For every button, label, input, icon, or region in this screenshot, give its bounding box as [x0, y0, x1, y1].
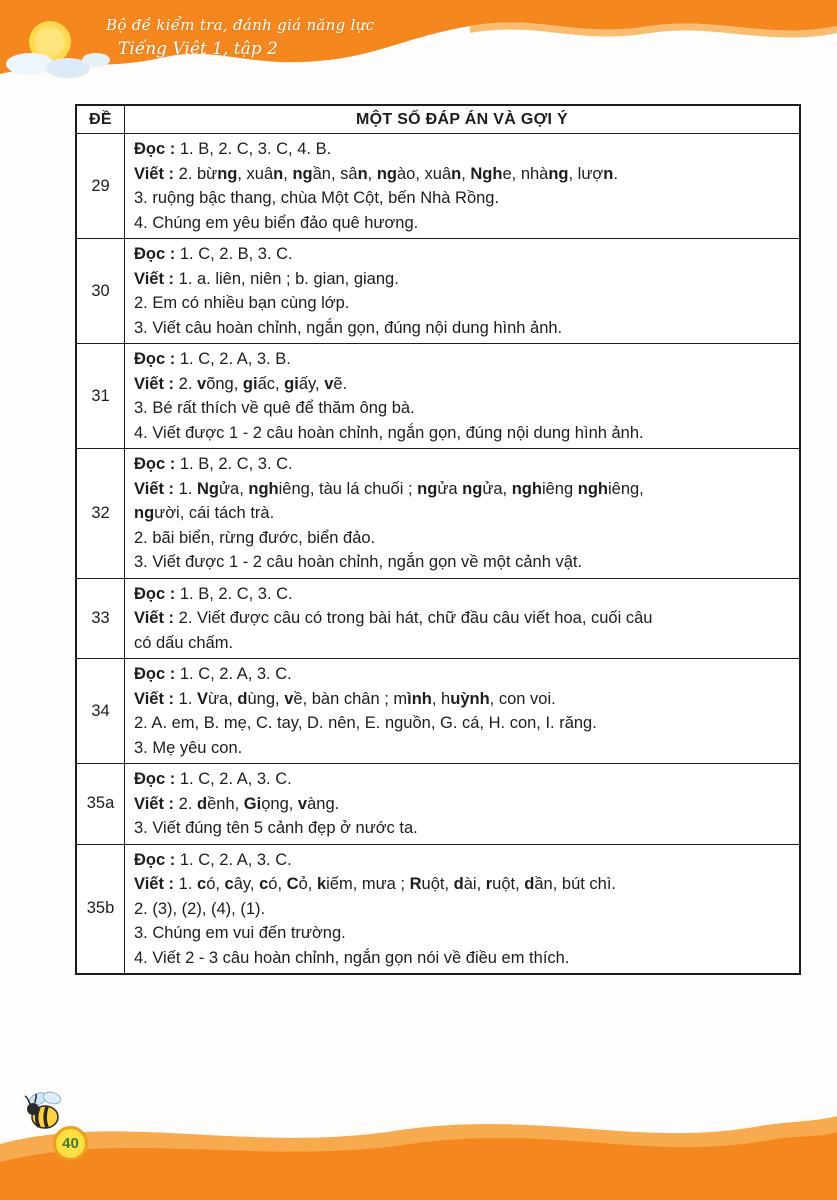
answer-line: Viết : 1. có, cây, có, Cỏ, kiếm, mưa ; Ruột, dài, ruột, dần, bút chì.: [134, 875, 617, 893]
test-number-cell: 29: [77, 134, 125, 238]
answer-cell: [125, 764, 799, 844]
answer-line: Đọc : 1. C, 2. A, 3. C.: [134, 850, 292, 869]
answer-line: Viết : 2. dềnh, Giọng, vàng.: [134, 794, 340, 813]
table-row: [77, 845, 799, 974]
footer-wave-decoration: [0, 1100, 837, 1200]
answer-line: 2. A. em, B. mẹ, C. tay, D. nên, E. nguồn, G. cá, H. con, I. răng.: [134, 714, 597, 732]
sun-clouds-icon: [4, 14, 114, 84]
answer-line: 2. Em có nhiều bạn cùng lớp.: [134, 294, 350, 312]
page-header: [106, 16, 374, 60]
answer-line: Đọc : 1. B, 2. C, 3. C.: [134, 584, 293, 603]
answer-table-body: [77, 134, 799, 973]
column-header-answers: MỘT SỐ ĐÁP ÁN VÀ GỢI Ý: [356, 111, 568, 128]
table-row: [77, 239, 799, 344]
answer-line: Viết : 2. bừng, xuân, ngần, sân, ngào, xuân, Nghe, nhàng, lượn.: [134, 164, 618, 183]
answer-line: 4. Viết 2 - 3 câu hoàn chỉnh, ngắn gọn nói về điều em thích.: [134, 948, 570, 967]
answer-line: 3. Viết câu hoàn chỉnh, ngắn gọn, đúng nội dung hình ảnh.: [134, 318, 563, 337]
answer-line: Đọc : 1. C, 2. A, 3. B.: [134, 350, 291, 368]
column-header-de: ĐỀ: [77, 106, 125, 133]
test-number-cell: 32: [77, 449, 125, 578]
page-number-badge: 40: [53, 1126, 88, 1161]
answer-line: 3. Viết được 1 - 2 câu hoàn chỉnh, ngắn gọn về một cảnh vật.: [134, 553, 583, 571]
test-number-cell: 34: [77, 659, 125, 763]
answer-cell: [125, 845, 799, 974]
table-row: [77, 579, 799, 660]
answer-line: người, cái tách trà.: [134, 504, 275, 522]
table-row: [77, 344, 799, 449]
table-header-row: [77, 106, 799, 134]
test-number-cell: 30: [77, 239, 125, 343]
answer-cell: [125, 134, 799, 238]
answer-line: 3. ruộng bậc thang, chùa Một Cột, bến Nhà Rồng.: [134, 189, 500, 207]
answer-line: Đọc : 1. C, 2. B, 3. C.: [134, 245, 293, 263]
answer-line: 4. Viết được 1 - 2 câu hoàn chỉnh, ngắn gọn, đúng nội dung hình ảnh.: [134, 423, 644, 442]
test-number-cell: 35a: [77, 764, 125, 844]
answer-cell: [125, 579, 799, 659]
answer-line: 2. bãi biển, rừng đước, biển đảo.: [134, 528, 376, 547]
table-row: [77, 764, 799, 845]
table-row: [77, 134, 799, 239]
answer-line: 3. Bé rất thích về quê để thăm ông bà.: [134, 399, 415, 417]
answer-line: 3. Chúng em vui đến trường.: [134, 924, 346, 942]
answer-cell: [125, 239, 799, 343]
answer-cell: [125, 449, 799, 578]
answer-line: Viết : 2. võng, giấc, giấy, vẽ.: [134, 374, 348, 393]
table-row: [77, 659, 799, 764]
answer-line: Viết : 1. a. liên, niên ; b. gian, giang.: [134, 269, 399, 288]
answer-line: Đọc : 1. C, 2. A, 3. C.: [134, 770, 292, 788]
book-title: Tiếng Việt 1, tập 2: [118, 38, 278, 59]
answer-line: 3. Viết đúng tên 5 cảnh đẹp ở nước ta.: [134, 819, 418, 837]
test-number-cell: 31: [77, 344, 125, 448]
answer-line: Đọc : 1. B, 2. C, 3. C.: [134, 455, 293, 473]
series-title: Bộ đề kiểm tra, đánh giá năng lực: [106, 16, 375, 34]
answer-table: [75, 104, 801, 975]
answer-line: Đọc : 1. C, 2. A, 3. C.: [134, 665, 292, 683]
answer-line: 4. Chúng em yêu biển đảo quê hương.: [134, 213, 419, 232]
page-header-banner: [0, 0, 837, 110]
answer-cell: [125, 659, 799, 763]
table-row: [77, 449, 799, 579]
answer-line: Đọc : 1. B, 2. C, 3. C, 4. B.: [134, 140, 332, 158]
answer-line: 2. (3), (2), (4), (1).: [134, 899, 266, 918]
test-number-cell: 33: [77, 579, 125, 659]
answer-line: 3. Mẹ yêu con.: [134, 738, 243, 757]
answer-line: Viết : 1. Ngửa, nghiêng, tàu lá chuối ; ngửa ngửa, nghiêng nghiêng,: [134, 479, 644, 498]
answer-line: Viết : 2. Viết được câu có trong bài hát, chữ đầu câu viết hoa, cuối câu: [134, 609, 653, 627]
answer-line: Viết : 1. Vừa, dùng, về, bàn chân ; mình, huỳnh, con voi.: [134, 689, 556, 708]
answer-line: có dấu chấm.: [134, 633, 234, 652]
answer-cell: [125, 344, 799, 448]
test-number-cell: 35b: [77, 845, 125, 974]
